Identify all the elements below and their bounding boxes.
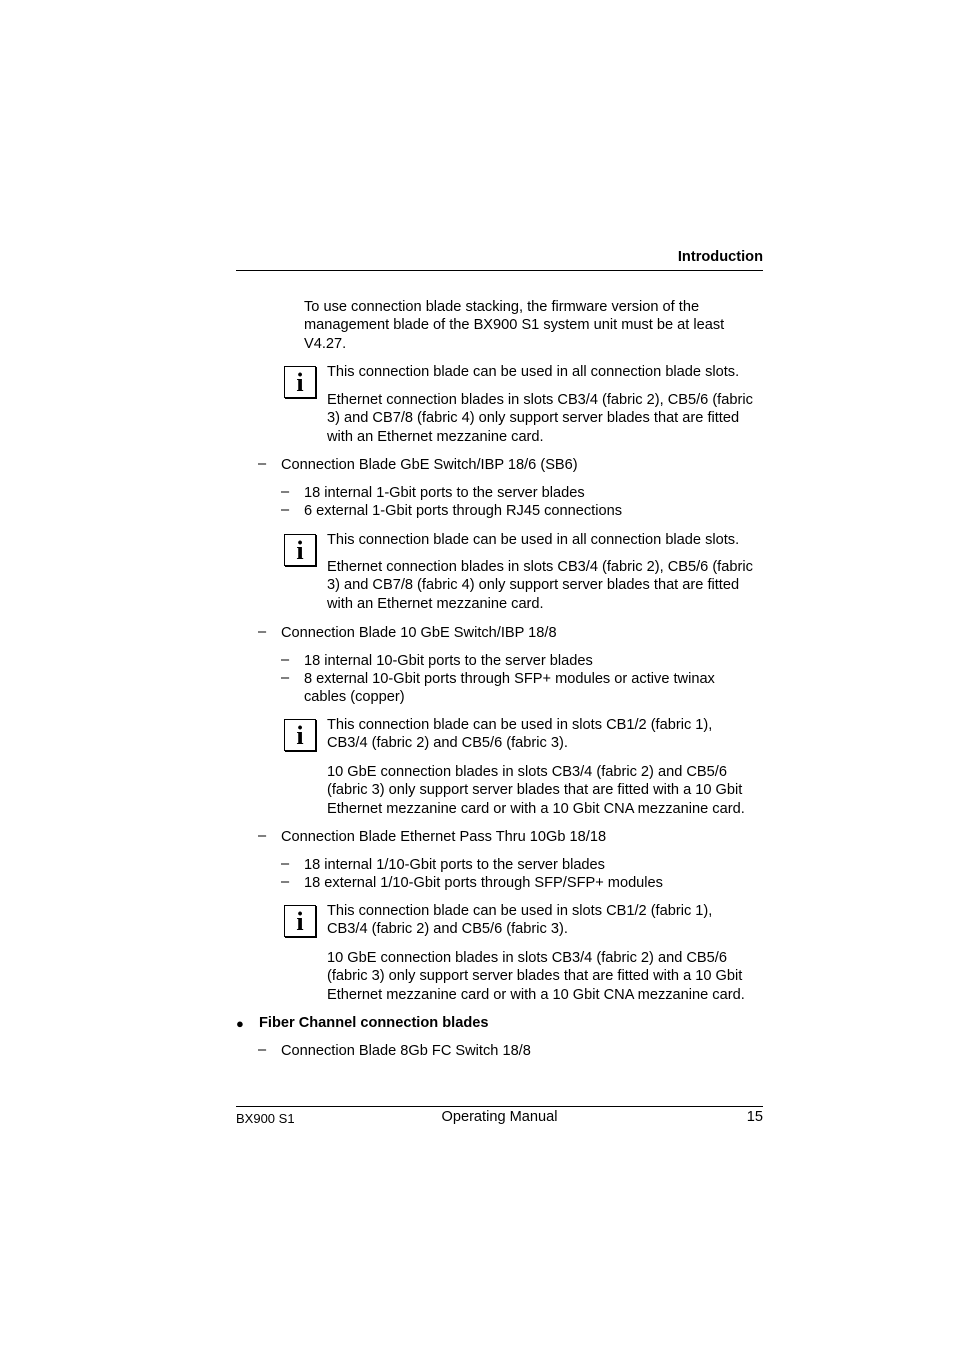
list-item: 18 internal 1-Gbit ports to the server blades	[304, 485, 585, 501]
list-dash: –	[281, 652, 290, 668]
running-header: Introduction	[677, 249, 763, 265]
note-text: This connection blade can be used in slots CB1/2 (fabric 1), CB3/4 (fabric 2) and CB5/6 (fabric 3).	[327, 717, 713, 752]
list-dash: –	[281, 502, 290, 518]
list-dash: –	[258, 1042, 267, 1058]
note-text: Ethernet connection blades in slots CB3/4 (fabric 2), CB5/6 (fabric 3) and CB7/8 (fabric 4) only support server blades that are fitted with an Ethernet mezzanine card.	[327, 559, 753, 612]
footer-manual-title: Operating Manual	[441, 1109, 558, 1125]
list-heading: Connection Blade GbE Switch/IBP 18/6 (SB6)	[281, 457, 578, 473]
bullet: ●	[236, 1016, 244, 1031]
list-dash: –	[281, 670, 290, 686]
list-dash: –	[281, 856, 290, 872]
info-icon: i	[284, 366, 316, 398]
list-item: 6 external 1-Gbit ports through RJ45 connections	[304, 503, 622, 519]
list-dash: –	[258, 624, 267, 640]
note-text: 10 GbE connection blades in slots CB3/4 (fabric 2) and CB5/6 (fabric 3) only support server blades that are fitted with a 10 Gbit Ethernet mezzanine card or with a 10 Gbit CNA mezzanine card.	[327, 764, 745, 817]
list-dash: –	[281, 874, 290, 890]
footer-product: BX900 S1	[236, 1111, 295, 1126]
footer-rule	[236, 1106, 763, 1107]
list-item: 18 internal 10-Gbit ports to the server blades	[304, 653, 593, 669]
info-icon: i	[284, 905, 316, 937]
note-text: 10 GbE connection blades in slots CB3/4 (fabric 2) and CB5/6 (fabric 3) only support server blades that are fitted with a 10 Gbit Ethernet mezzanine card or with a 10 Gbit CNA mezzanine card.	[327, 950, 745, 1003]
list-heading: Connection Blade 10 GbE Switch/IBP 18/8	[281, 625, 557, 641]
list-item: 18 external 1/10-Gbit ports through SFP/SFP+ modules	[304, 875, 663, 891]
list-item: 8 external 10-Gbit ports through SFP+ modules or active twinax cables (copper)	[304, 671, 715, 706]
list-item: 18 internal 1/10-Gbit ports to the server blades	[304, 857, 605, 873]
note-text: Ethernet connection blades in slots CB3/4 (fabric 2), CB5/6 (fabric 3) and CB7/8 (fabric 4) only support server blades that are fitted with an Ethernet mezzanine card.	[327, 392, 753, 445]
page-number: 15	[746, 1109, 763, 1125]
header-rule	[236, 270, 763, 271]
info-icon: i	[284, 719, 316, 751]
note-text: This connection blade can be used in all connection blade slots.	[327, 364, 740, 380]
list-dash: –	[258, 828, 267, 844]
info-icon: i	[284, 534, 316, 566]
list-heading: Connection Blade 8Gb FC Switch 18/8	[281, 1043, 531, 1059]
list-dash: –	[258, 456, 267, 472]
intro-paragraph: To use connection blade stacking, the firmware version of the management blade of the BX900 S1 system unit must be at least V4.27.	[304, 299, 725, 352]
note-text: This connection blade can be used in slots CB1/2 (fabric 1), CB3/4 (fabric 2) and CB5/6 (fabric 3).	[327, 903, 713, 938]
section-heading: Fiber Channel connection blades	[259, 1015, 489, 1031]
note-text: This connection blade can be used in all connection blade slots.	[327, 532, 740, 548]
list-dash: –	[281, 484, 290, 500]
list-heading: Connection Blade Ethernet Pass Thru 10Gb 18/18	[281, 829, 607, 845]
